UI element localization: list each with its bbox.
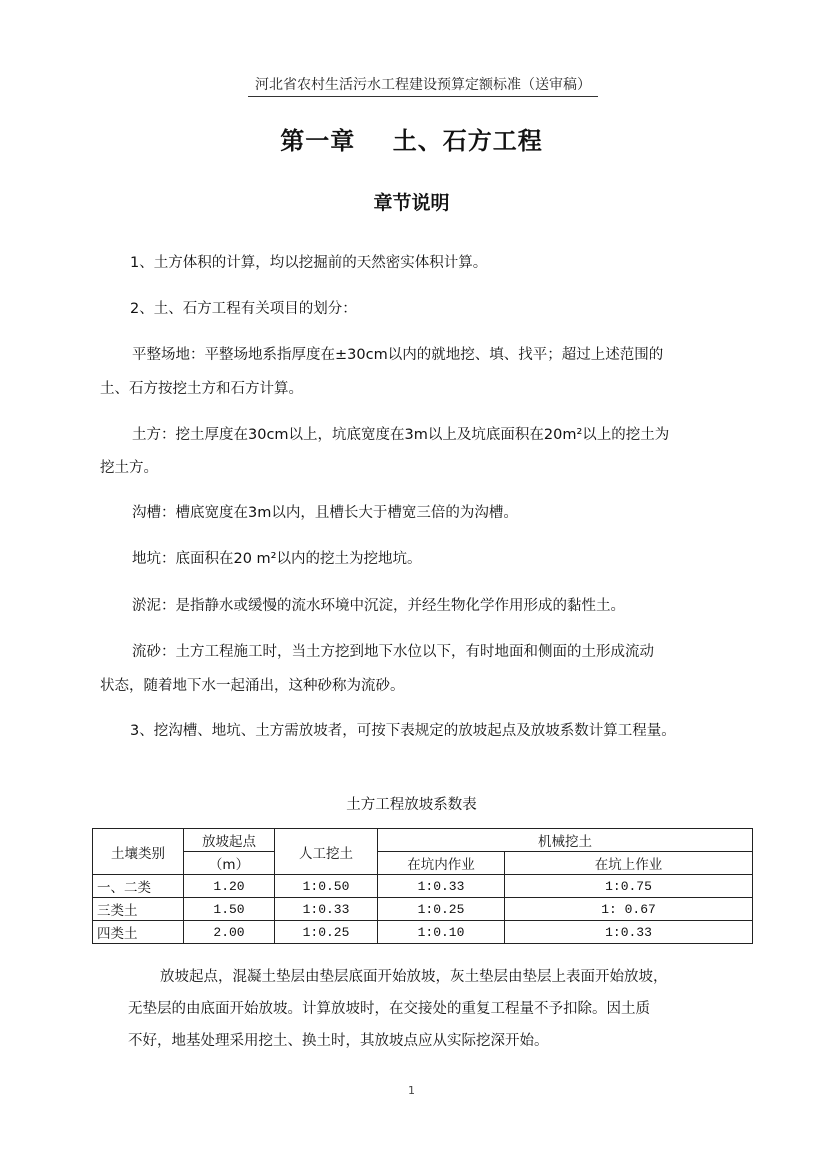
- header-slope-start: 放坡起点: [184, 829, 275, 852]
- paragraph-7: 淤泥：是指静水或缓慢的流水环境中沉淀，并经生物化学作用形成的黏性土。: [132, 598, 625, 614]
- paragraph-3-line-1: 平整场地：平整场地系指厚度在±30cm以内的就地挖、填、找平；超过上述范围的: [132, 347, 664, 363]
- soil-type-cell: 一、二类: [93, 875, 184, 898]
- header-manual-excavation: 人工挖土: [275, 829, 378, 875]
- paragraph-9: 3、挖沟槽、地坑、土方需放坡者，可按下表规定的放坡起点及放坡系数计算工程量。: [130, 723, 676, 739]
- on-pit-cell: 1:0.33: [505, 921, 753, 944]
- paragraph-8-line-2: 状态，随着地下水一起涌出，这种砂称为流砂。: [100, 678, 405, 694]
- soil-type-cell: 四类土: [93, 921, 184, 944]
- manual-cell: 1:0.50: [275, 875, 378, 898]
- in-pit-cell: 1:0.33: [378, 875, 505, 898]
- header-soil-type: 土壤类别: [93, 829, 184, 875]
- running-header: 河北省农村生活污水工程建设预算定额标准（送审稿）: [248, 74, 598, 97]
- paragraph-2: 2、土、石方工程有关项目的划分：: [130, 301, 357, 317]
- slope-start-cell: 1.50: [184, 898, 275, 921]
- header-slope-start-unit: （m）: [184, 852, 275, 875]
- slope-start-cell: 2.00: [184, 921, 275, 944]
- on-pit-cell: 1:0.75: [505, 875, 753, 898]
- chapter-title: 第一章 土、石方工程: [280, 126, 543, 155]
- in-pit-cell: 1:0.25: [378, 898, 505, 921]
- paragraph-6: 地坑：底面积在20 m²以内的挖土为挖地坑。: [132, 551, 422, 567]
- slope-start-cell: 1.20: [184, 875, 275, 898]
- table-row: [93, 875, 753, 898]
- manual-cell: 1:0.33: [275, 898, 378, 921]
- section-title: 章节说明: [373, 192, 450, 214]
- note-line-2: 无垫层的由底面开始放坡。计算放坡时，在交接处的重复工程量不予扣除。因土质: [128, 1001, 650, 1017]
- in-pit-cell: 1:0.10: [378, 921, 505, 944]
- on-pit-cell: 1: 0.67: [505, 898, 753, 921]
- header-machine-excavation: 机械挖土: [378, 829, 753, 852]
- paragraph-4-line-1: 土方：挖土厚度在30cm以上，坑底宽度在3m以上及坑底面积在20m²以上的挖土为: [132, 427, 670, 443]
- table-row: [93, 898, 753, 921]
- soil-type-cell: 三类土: [93, 898, 184, 921]
- table-caption: 土方工程放坡系数表: [346, 797, 477, 813]
- header-in-pit: 在坑内作业: [378, 852, 505, 875]
- paragraph-5: 沟槽：槽底宽度在3m以内，且槽长大于槽宽三倍的为沟槽。: [132, 505, 518, 521]
- paragraph-8-line-1: 流砂：土方工程施工时，当土方挖到地下水位以下，有时地面和侧面的土形成流动: [132, 644, 654, 660]
- page-number: 1: [408, 1084, 415, 1097]
- paragraph-4-line-2: 挖土方。: [100, 460, 158, 476]
- table-row: [93, 921, 753, 944]
- paragraph-1: 1、土方体积的计算，均以挖掘前的天然密实体积计算。: [130, 255, 488, 271]
- paragraph-3-line-2: 土、石方按挖土方和石方计算。: [100, 381, 303, 397]
- slope-coefficient-table: [92, 828, 753, 944]
- note-line-3: 不好，地基处理采用挖土、换土时，其放坡点应从实际挖深开始。: [128, 1033, 549, 1049]
- note-line-1: 放坡起点，混凝土垫层由垫层底面开始放坡，灰土垫层由垫层上表面开始放坡，: [160, 969, 668, 985]
- header-on-pit: 在坑上作业: [505, 852, 753, 875]
- manual-cell: 1:0.25: [275, 921, 378, 944]
